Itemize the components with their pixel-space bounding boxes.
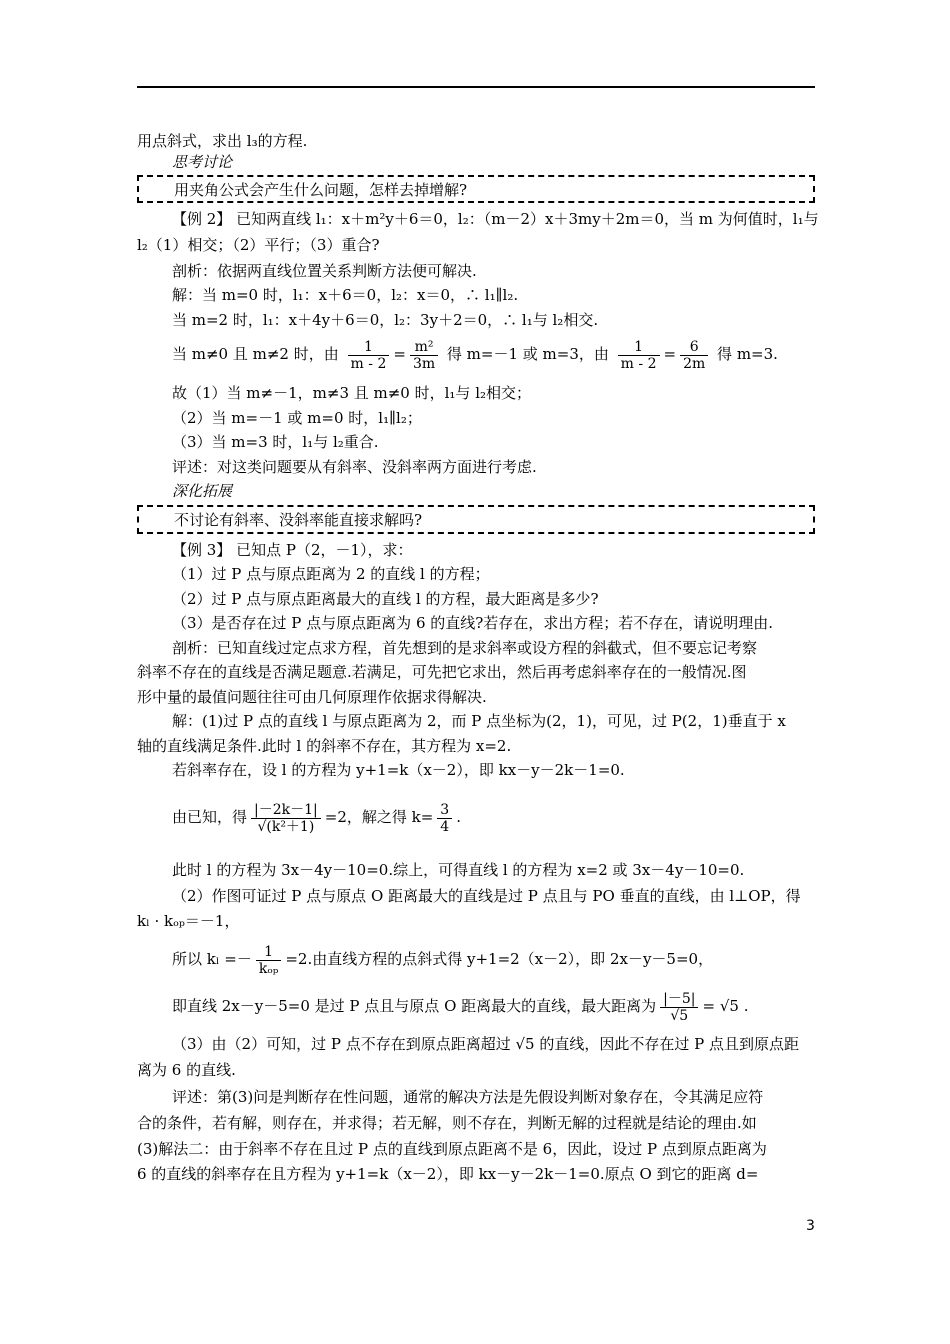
ex2-sol2: 当 m=2 时，l₁：x＋4y＋6＝0，l₂：3y＋2＝0，∴ l₁与 l₂相交. [172, 311, 599, 329]
fraction-3 [618, 339, 660, 372]
deep-box [137, 505, 815, 534]
distance-fraction-num: |－2k－1| [251, 802, 321, 819]
ex3-sol-1: 解：(1)过 P 点的直线 l 与原点距离为 2，而 P 点坐标为(2，1)，可见，过 P(2，1)垂直于 x [172, 712, 786, 730]
page-number: 3 [806, 1218, 815, 1234]
ex3-analysis-3: 形中量的最值问题往往可由几何原理作依据求得解决. [137, 688, 487, 706]
equals-2: = [663, 345, 677, 363]
fraction-3-den: m - 2 [620, 355, 657, 372]
ex3-remark-2: 合的条件，若有解，则存在，并求得；若无解，则不存在，判断无解的过程就是结论的理由.如 [137, 1114, 757, 1132]
equals-1: = [393, 345, 406, 363]
fraction-4 [680, 339, 708, 372]
ex3-sol-5: 此时 l 的方程为 3x－4y－10=0.综上，可得直线 l 的方程为 x=2 或 3x－4y－10=0. [172, 861, 745, 879]
ex3-sol-4-c: . [456, 808, 461, 826]
fraction-4-den: 2m [683, 355, 706, 372]
ex3-q2: （2）过 P 点与原点距离最大的直线 l 的方程，最大距离是多少? [172, 590, 599, 608]
max-distance-fraction [660, 991, 698, 1024]
intro-line: 用点斜式，求出 l₃的方程. [137, 132, 308, 150]
ex3-sol-7: kₗ · kₒₚ＝－1， [137, 912, 240, 930]
ex3-title: 【例 3】 已知点 P（2，－1），求： [172, 541, 413, 559]
slope-fraction [256, 944, 281, 977]
distance-fraction [251, 802, 321, 835]
ex3-q1: （1）过 P 点与原点距离为 2 的直线 l 的方程； [172, 565, 490, 583]
max-distance-fraction-num: |－5| [660, 991, 698, 1008]
fraction-4-num: 6 [680, 339, 708, 356]
ex2-sol3 [172, 335, 778, 373]
distance-fraction-den: √(k²＋1) [257, 818, 315, 835]
ex3-sol-9-a: 即直线 2x－y－5=0 是过 P 点且与原点 O 距离最大的直线，最大距离为 [172, 997, 657, 1015]
fraction-2-num: m² [410, 339, 438, 356]
ex3-analysis-1: 剖析：已知直线过定点求方程，首先想到的是求斜率或设方程的斜截式，但不要忘记考察 [172, 639, 758, 657]
think-question: 用夹角公式会产生什么问题，怎样去掉增解? [174, 181, 468, 199]
max-distance-fraction-den: √5 [670, 1007, 689, 1024]
ex3-sol-3: 若斜率存在，设 l 的方程为 y+1=k（x－2），即 kx－y－2k－1=0. [172, 761, 625, 779]
ex3-sol-4 [172, 792, 461, 842]
fraction-3-num: 1 [618, 339, 660, 356]
ex3-remark-3: (3)解法二：由于斜率不存在且过 P 点的直线到原点距离不是 6，因此，设过 P 点到原点距离为 [137, 1140, 767, 1158]
think-heading: 思考讨论 [172, 153, 233, 171]
ex2-comment: 评述：对这类问题要从有斜率、没斜率两方面进行考虑. [172, 458, 537, 476]
fraction-1-den: m - 2 [350, 355, 387, 372]
ex2-conclusion-1: 故（1）当 m≠－1，m≠3 且 m≠0 时，l₁与 l₂相交； [172, 384, 532, 402]
deep-question: 不讨论有斜率、没斜率能直接求解吗? [174, 511, 423, 529]
ex3-sol-8-b: =2.由直线方程的点斜式得 y+1=2（x－2），即 2x－y－5=0， [285, 950, 714, 968]
ex2-conclusion-3: （3）当 m=3 时，l₁与 l₂重合. [172, 433, 379, 451]
fraction-2-den: 3m [412, 355, 436, 372]
ex2-line2: l₂（1）相交；（2）平行；（3）重合? [137, 236, 380, 254]
k-fraction-num: 3 [437, 802, 452, 819]
ex3-sol-9-b: = √5 . [702, 997, 749, 1015]
fraction-1 [348, 339, 390, 372]
ex2-sol1: 解：当 m=0 时，l₁：x＋6＝0，l₂：x＝0，∴ l₁∥l₂. [172, 286, 519, 304]
ex3-remark-1: 评述：第(3)问是判断存在性问题，通常的解决方法是先假设判断对象存在，令其满足应符 [172, 1088, 764, 1106]
fraction-2 [410, 339, 438, 372]
k-fraction [437, 802, 452, 835]
think-box [137, 175, 815, 203]
ex3-sol-8 [172, 937, 713, 981]
k-fraction-den: 4 [440, 818, 450, 835]
ex2-analysis: 剖析：依据两直线位置关系判断方法便可解决. [172, 262, 477, 280]
ex2-sol3-a: 当 m≠0 且 m≠2 时，由 [172, 345, 339, 363]
slope-fraction-den: kₒₚ [258, 960, 279, 977]
ex2-line1: 【例 2】 已知两直线 l₁：x＋m²y＋6＝0，l₂：（m－2）x＋3my＋2m＝0，当 m 为何值时，l₁与 [172, 210, 819, 228]
ex3-q3: （3）是否存在过 P 点与原点距离为 6 的直线?若存在，求出方程；若不存在，请说明理由. [172, 614, 774, 632]
ex3-sol-11: 离为 6 的直线. [137, 1061, 236, 1079]
ex3-sol-2: 轴的直线满足条件.此时 l 的斜率不存在，其方程为 x=2. [137, 737, 512, 755]
ex3-analysis-2: 斜率不存在的直线是否满足题意.若满足，可先把它求出，然后再考虑斜率存在的一般情况.图 [137, 663, 747, 681]
deep-heading: 深化拓展 [172, 482, 233, 500]
ex3-sol-9 [172, 984, 748, 1028]
fraction-1-num: 1 [348, 339, 390, 356]
ex2-sol3-c: 得 m=3. [717, 345, 778, 363]
ex3-sol-10: （3）由（2）可知，过 P 点不存在到原点距离超过 √5 的直线，因此不存在过 P 点且到原点距 [172, 1035, 799, 1053]
ex2-sol3-b: 得 m=－1 或 m=3，由 [446, 345, 609, 363]
ex3-sol-6: （2）作图可证过 P 点与原点 O 距离最大的直线是过 P 点且与 PO 垂直的直线，由 l⊥OP，得 [172, 887, 801, 905]
ex3-sol-4-b: =2，解之得 k= [324, 808, 434, 826]
ex2-conclusion-2: （2）当 m=－1 或 m=0 时，l₁∥l₂； [172, 409, 422, 427]
header-rule [137, 86, 815, 88]
ex3-remark-4: 6 的直线的斜率存在且方程为 y+1=k（x－2），即 kx－y－2k－1=0.原点 O 到它的距离 d= [137, 1165, 759, 1183]
ex3-sol-4-a: 由已知，得 [172, 808, 248, 826]
slope-fraction-num: 1 [256, 944, 281, 961]
ex3-sol-8-a: 所以 kₗ =－ [172, 950, 252, 968]
